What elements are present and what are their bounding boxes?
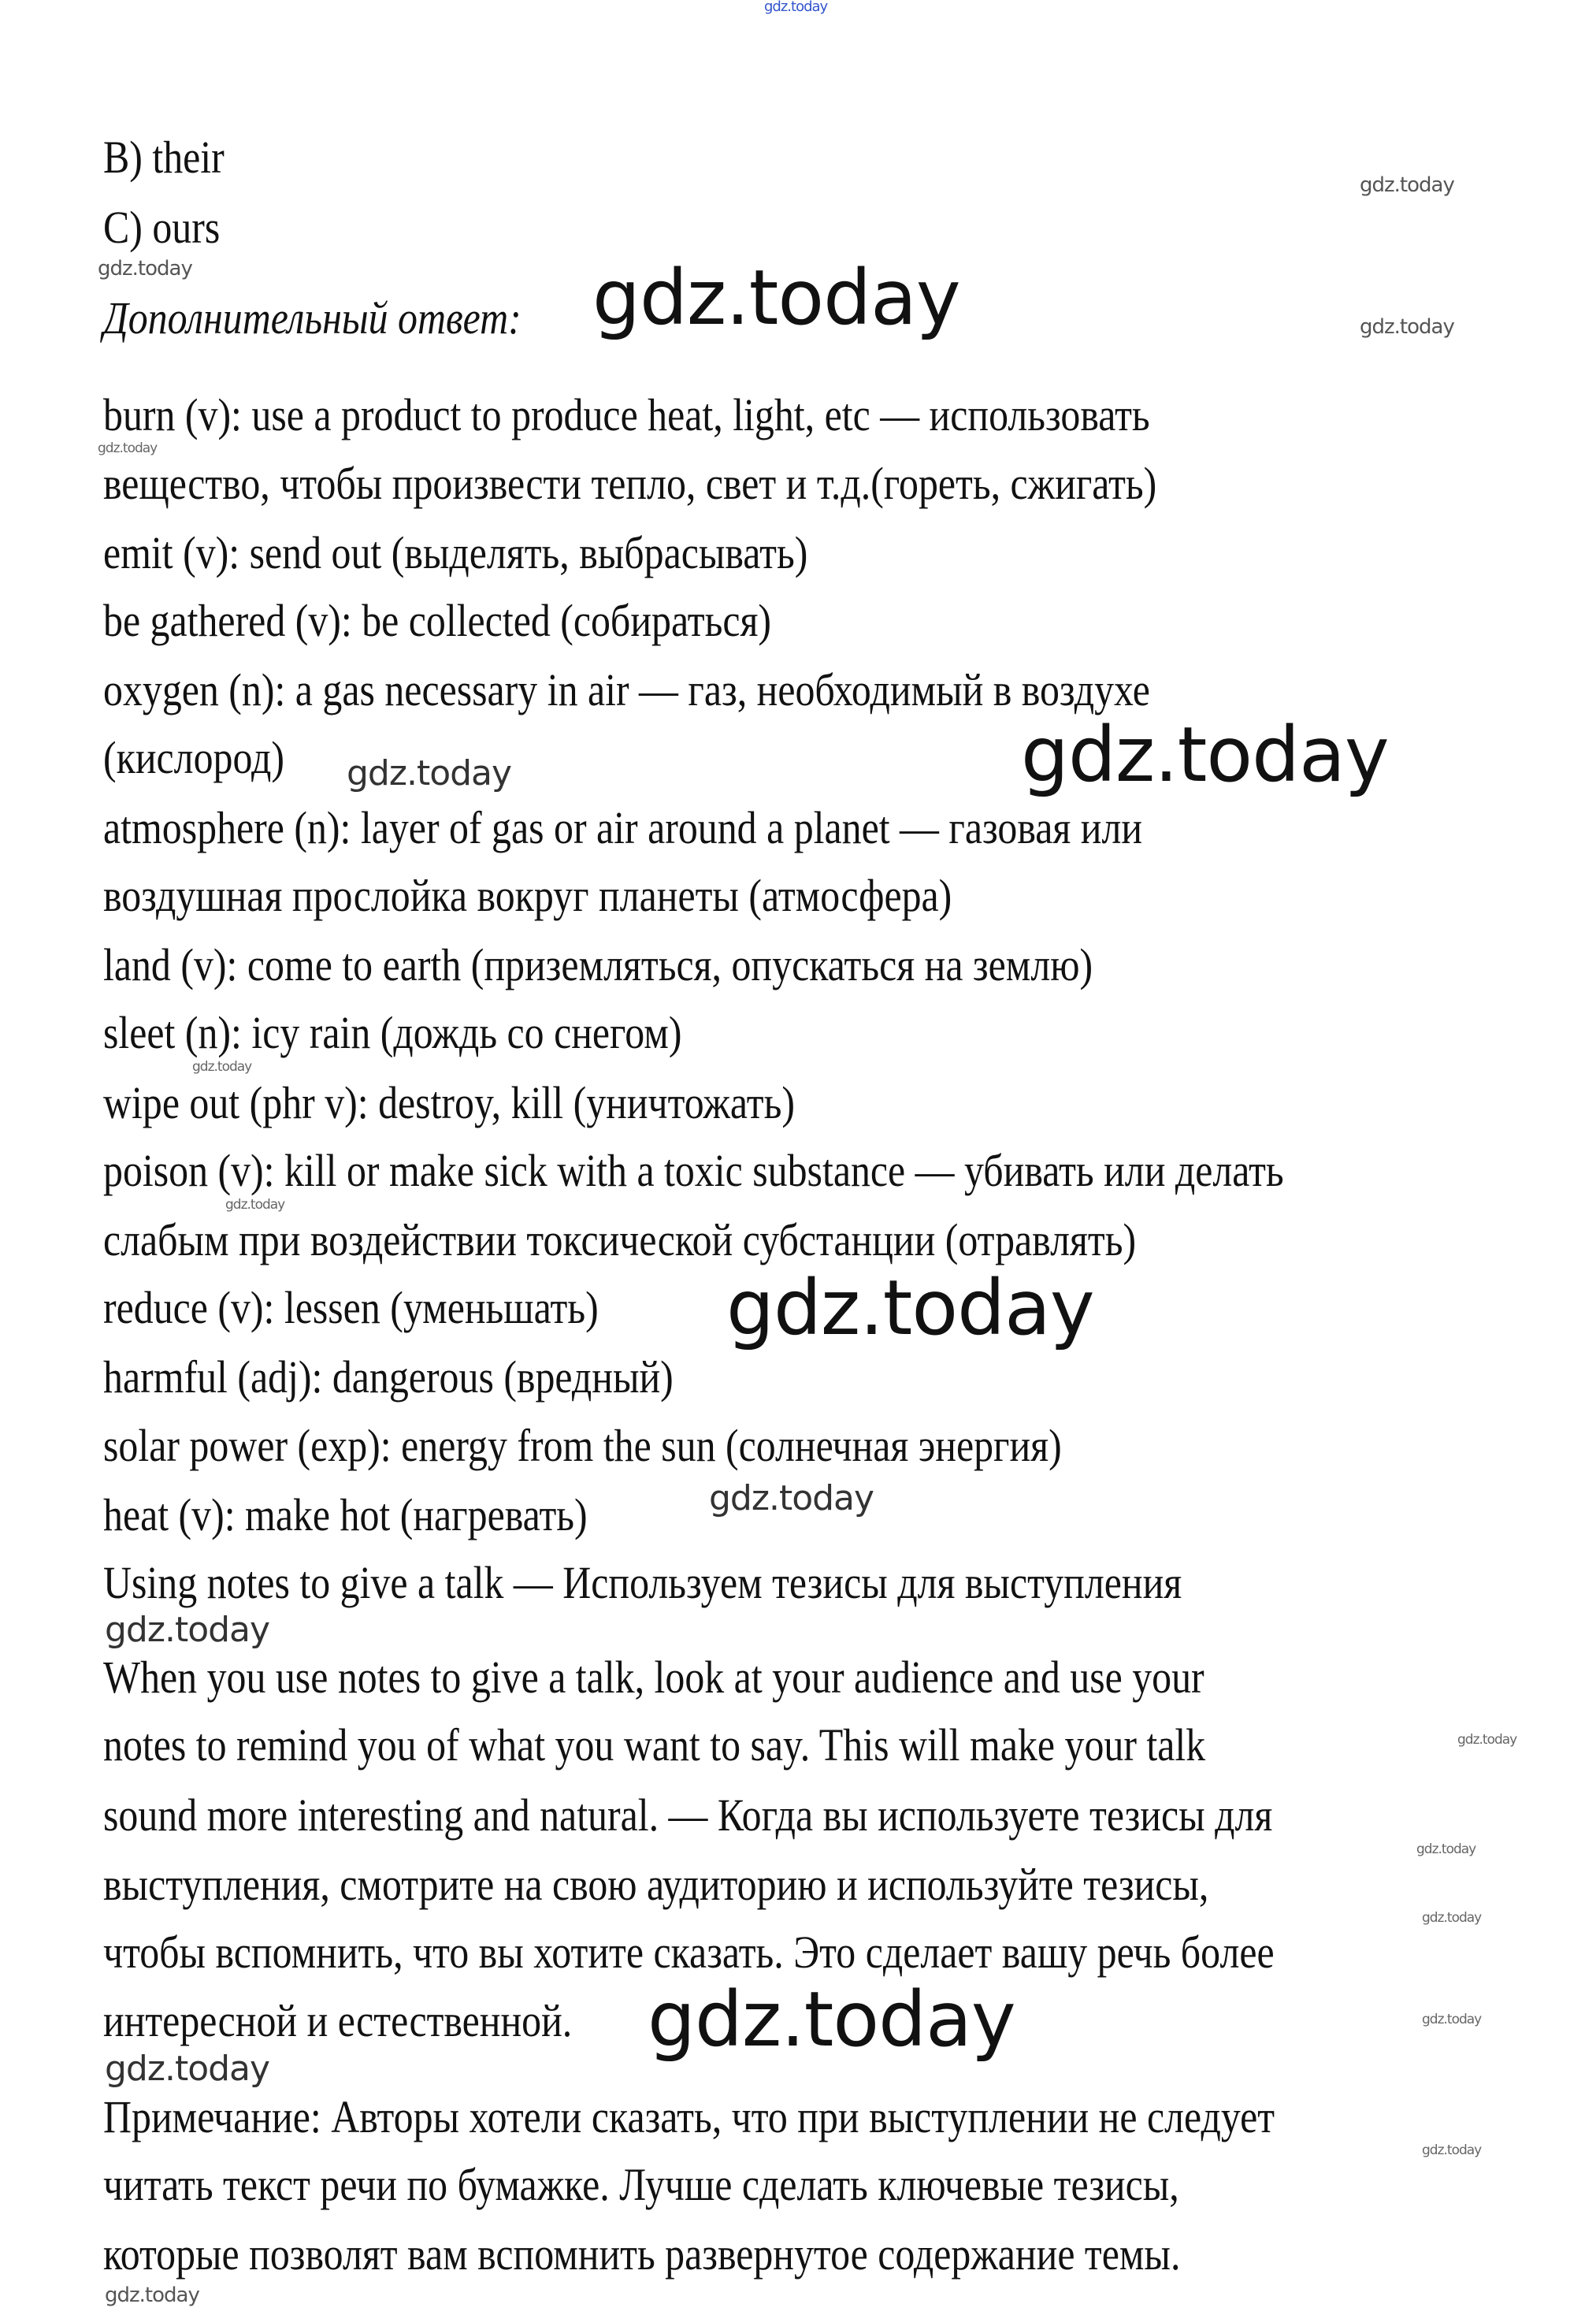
text-line: слабым при воздействии токсической субстанции (отравлять)	[103, 1214, 1137, 1265]
text-line: oxygen (n): a gas necessary in air — газ, необходимый в воздухе	[103, 664, 1150, 715]
text-line: reduce (v): lessen (уменьшать)	[103, 1282, 599, 1333]
watermark: gdz.today	[105, 1610, 270, 1650]
text-line: воздушная прослойка вокруг планеты (атмосфера)	[103, 870, 952, 921]
text-line: poison (v): kill or make sick with a toxic substance — убивать или делать	[103, 1145, 1284, 1196]
text-line: burn (v): use a product to produce heat, light, etc — использовать	[103, 389, 1150, 440]
text-line: (кислород)	[103, 732, 284, 783]
watermark: gdz.today	[1422, 1910, 1482, 1926]
text-line: чтобы вспомнить, что вы хотите сказать. Это сделает вашу речь более	[103, 1927, 1275, 1978]
text-line: которые позволят вам вспомнить развернутое содержание темы.	[103, 2228, 1181, 2280]
watermark: gdz.today	[1360, 315, 1454, 339]
watermark: gdz.today	[1422, 2142, 1482, 2158]
text-line: вещество, чтобы произвести тепло, свет и т.д.(гореть, сжигать)	[103, 458, 1157, 509]
watermark: gdz.today	[592, 254, 960, 342]
watermark: gdz.today	[192, 1059, 252, 1075]
watermark: gdz.today	[764, 0, 828, 15]
watermark: gdz.today	[98, 440, 158, 456]
text-line: solar power (exp): energy from the sun (солнечная энергия)	[103, 1420, 1062, 1471]
watermark: gdz.today	[726, 1264, 1094, 1352]
text-line: выступления, смотрите на свою аудиторию и используйте тезисы,	[103, 1859, 1209, 1910]
text-line: Примечание: Авторы хотели сказать, что при выступлении не следует	[103, 2091, 1275, 2142]
text-line: wipe out (phr v): destroy, kill (уничтожать)	[103, 1077, 795, 1128]
watermark: gdz.today	[1457, 1732, 1517, 1748]
text-line: atmosphere (n): layer of gas or air around a planet — газовая или	[103, 802, 1143, 853]
watermark: gdz.today	[1422, 2012, 1482, 2027]
text-line: emit (v): send out (выделять, выбрасывать)	[103, 527, 808, 578]
text-line: harmful (adj): dangerous (вредный)	[103, 1351, 674, 1403]
text-line: читать текст речи по бумажке. Лучше сделать ключевые тезисы,	[103, 2159, 1179, 2210]
watermark: gdz.today	[225, 1197, 285, 1213]
text-line: sleet (n): icy rain (дождь со снегом)	[103, 1007, 682, 1058]
watermark: gdz.today	[98, 257, 192, 281]
text-line: land (v): come to earth (приземляться, опускаться на землю)	[103, 939, 1093, 990]
text-line: Using notes to give a talk — Используем тезисы для выступления	[103, 1557, 1182, 1608]
watermark: gdz.today	[105, 2049, 270, 2089]
answer-option: C) ours	[103, 202, 221, 253]
text-line: sound more interesting and natural. — Когда вы используете тезисы для	[103, 1789, 1273, 1841]
text-line: интересной и естественной.	[103, 1995, 573, 2046]
additional-answer-heading: Дополнительный ответ:	[103, 292, 521, 344]
text-line: heat (v): make hot (нагревать)	[103, 1489, 588, 1540]
watermark: gdz.today	[347, 753, 512, 793]
text-line: be gathered (v): be collected (собираться)	[103, 595, 772, 646]
watermark: gdz.today	[1416, 1841, 1476, 1857]
answer-option: B) their	[103, 132, 225, 183]
watermark: gdz.today	[1360, 173, 1454, 197]
text-line: notes to remind you of what you want to say. This will make your talk	[103, 1719, 1206, 1771]
watermark: gdz.today	[648, 1975, 1015, 2064]
text-line: When you use notes to give a talk, look at your audience and use your	[103, 1652, 1204, 1703]
watermark: gdz.today	[709, 1478, 874, 1518]
watermark: gdz.today	[105, 2283, 199, 2307]
watermark: gdz.today	[1021, 711, 1389, 799]
